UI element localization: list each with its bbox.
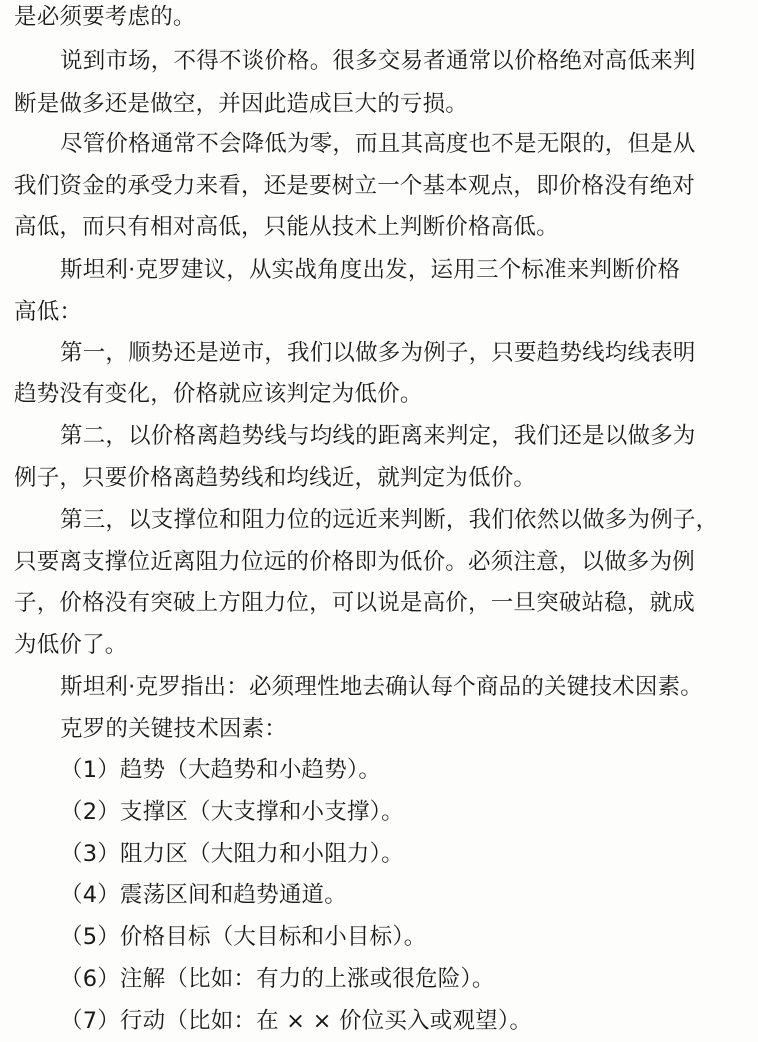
paragraph-line: 第三，以支撑位和阻力位的远近来判断，我们依然以做多为例子，	[60, 507, 719, 533]
paragraph-line: 说到市场，不得不谈价格。很多交易者通常以价格绝对高低来判	[60, 48, 696, 74]
text-line: 我们资金的承受力来看，还是要树立一个基本观点，即价格没有绝对	[14, 173, 696, 199]
list-item: （6）注解（比如：有力的上涨或很危险）。	[60, 966, 495, 992]
paragraph-line: 第二，以价格离趋势线与均线的距离来判定，我们还是以做多为	[60, 423, 696, 449]
text-line: 断是做多还是做空，并因此造成巨大的亏损。	[14, 91, 469, 117]
paragraph-line: 第一，顺势还是逆市，我们以做多为例子，只要趋势线均线表明	[60, 340, 696, 366]
list-item: （7）行动（比如：在 × × 价位买入或观望）。	[60, 1008, 533, 1034]
text-line: 高低：	[14, 299, 83, 325]
text-line: 只要离支撑位近离阻力位远的价格即为低价。必须注意，以做多为例	[14, 549, 696, 575]
list-item: （2）支撑区（大支撑和小支撑）。	[60, 799, 404, 825]
text-line: 例子，只要价格离趋势线和均线近，就判定为低价。	[14, 465, 537, 491]
list-item: （1）趋势（大趋势和小趋势）。	[60, 757, 382, 783]
list-item: （4）震荡区间和趋势通道。	[60, 882, 347, 908]
list-item: （3）阻力区（大阻力和小阻力）。	[60, 841, 404, 867]
text-line: 为低价了。	[14, 632, 128, 658]
paragraph-line: 尽管价格通常不会降低为零，而且其高度也不是无限的，但是从	[60, 131, 696, 157]
paragraph-line: 克罗的关键技术因素：	[60, 716, 288, 742]
paragraph-line: 斯坦利·克罗建议，从实战角度出发，运用三个标准来判断价格	[60, 257, 681, 283]
text-line: 是必须要考虑的。	[14, 4, 196, 30]
text-line: 高低，而只有相对高低，只能从技术上判断价格高低。	[14, 214, 559, 240]
list-item: （5）价格目标（大目标和小目标）。	[60, 924, 427, 950]
paragraph-line: 斯坦利·克罗指出：必须理性地去确认每个商品的关键技术因素。	[60, 674, 703, 700]
text-line: 趋势没有变化，价格就应该判定为低价。	[14, 381, 423, 407]
text-line: 子，价格没有突破上方阻力位，可以说是高价，一旦突破站稳，就成	[14, 590, 696, 616]
